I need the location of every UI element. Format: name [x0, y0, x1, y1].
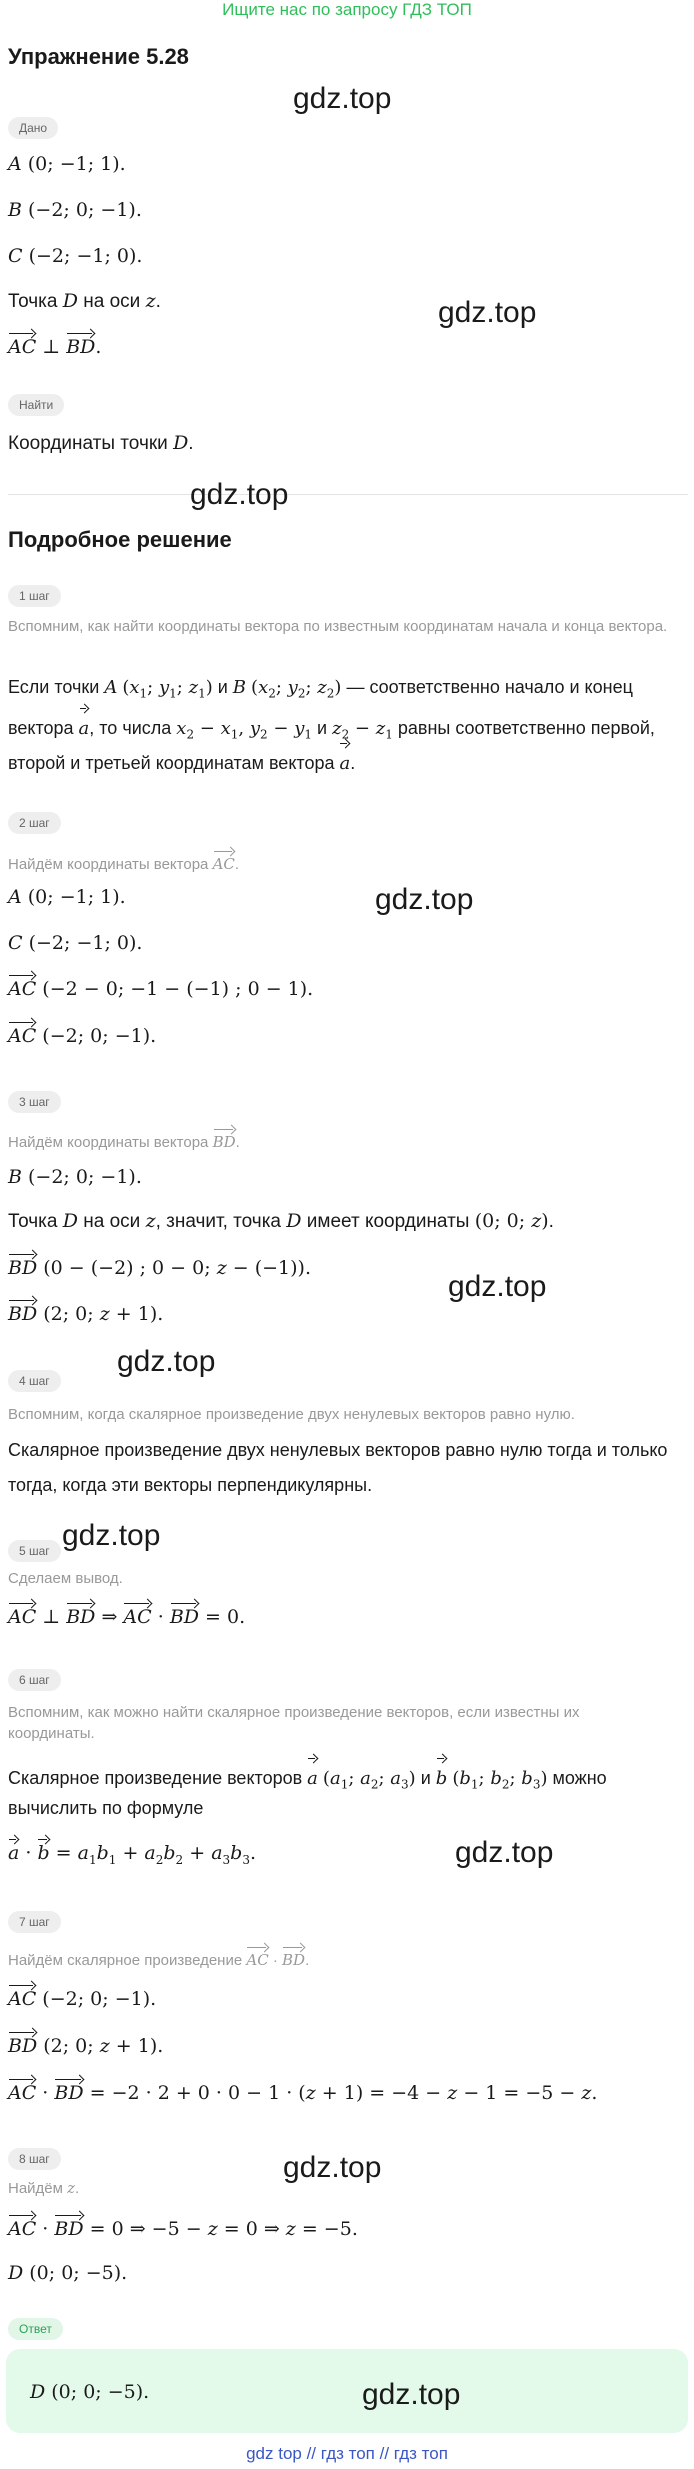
- given-perpendicular: AC ⊥ BD.: [8, 330, 101, 358]
- step-1-note: Вспомним, как найти координаты вектора по известным координатам начала и конца вектора.: [8, 618, 668, 635]
- step-2-point-c: C (−2; −1; 0).: [8, 932, 143, 954]
- step-7-vector-bd: BD (2; 0; z + 1).: [8, 2029, 163, 2057]
- watermark: gdz.top: [375, 883, 474, 916]
- step-6-formula: $a \cdot b = a_1b_1 + a_2b_2 + a_3b_3$.: [8, 1836, 256, 1867]
- step-7-label: 7 шаг: [8, 1911, 61, 1933]
- step-6-line-1: Скалярное произведение векторов a ($a_1$; $a_2$; $a_3$) и b ($b_1$; $b_2$; $b_3$) можно: [8, 1755, 607, 1803]
- step-8-equation: AC · BD = 0 ⇒ −5 − z = 0 ⇒ z = −5.: [8, 2212, 358, 2240]
- step-2-point-a: A (0; −1; 1).: [8, 886, 126, 908]
- step-6-label: 6 шаг: [8, 1669, 61, 1691]
- step-5-conclusion: AC ⊥ BD ⇒ AC · BD = 0.: [8, 1600, 245, 1628]
- step-4-line-2: тогда, когда эти векторы перпендикулярны.: [8, 1475, 373, 1495]
- watermark: gdz.top: [190, 478, 289, 511]
- step-2-note: Найдём координаты вектора AC.: [8, 848, 239, 875]
- step-3-note: Найдём координаты вектора BD.: [8, 1126, 240, 1153]
- find-text: Координаты точки D.: [8, 432, 194, 454]
- footer-links[interactable]: gdz top // гдз топ // гдз топ: [246, 2444, 448, 2463]
- find-label: Найти: [8, 394, 64, 416]
- given-point-a: A (0; −1; 1).: [8, 153, 126, 175]
- divider: [8, 494, 688, 495]
- step-2-label: 2 шаг: [8, 812, 61, 834]
- step-2-vector-result: AC (−2; 0; −1).: [8, 1019, 156, 1047]
- step-7-vector-ac: AC (−2; 0; −1).: [8, 1982, 156, 2010]
- given-point-b: B (−2; 0; −1).: [8, 199, 142, 221]
- step-3-label: 3 шаг: [8, 1091, 61, 1113]
- watermark: gdz.top: [117, 1345, 216, 1378]
- watermark: gdz.top: [293, 82, 392, 115]
- answer-label: Ответ: [8, 2318, 63, 2340]
- watermark: gdz.top: [362, 2378, 461, 2411]
- watermark: gdz.top: [455, 1836, 554, 1869]
- step-5-label: 5 шаг: [8, 1540, 61, 1562]
- watermark: gdz.top: [283, 2151, 382, 2184]
- step-5-note: Сделаем вывод.: [8, 1570, 123, 1587]
- given-point-d: Точка D на оси z.: [8, 290, 161, 312]
- watermark: gdz.top: [62, 1519, 161, 1552]
- step-4-line-1: Скалярное произведение двух ненулевых векторов равно нулю тогда и только: [8, 1440, 668, 1460]
- watermark: gdz.top: [448, 1270, 547, 1303]
- step-3-vector-calc: BD (0 − (−2) ; 0 − 0; z − (−1)).: [8, 1251, 311, 1279]
- step-4-label: 4 шаг: [8, 1370, 61, 1392]
- step-1-label: 1 шаг: [8, 585, 61, 607]
- step-2-vector-calc: AC (−2 − 0; −1 − (−1) ; 0 − 1).: [8, 972, 313, 1000]
- step-3-point-d: Точка D на оси z, значит, точка D имеет координаты (0; 0; z).: [8, 1210, 554, 1232]
- step-3-vector-result: BD (2; 0; z + 1).: [8, 1297, 163, 1325]
- step-7-note: Найдём скалярное произведение AC · BD.: [8, 1944, 309, 1971]
- step-1-line-3: второй и третьей координатам вектора a.: [8, 740, 355, 781]
- answer-value: D (0; 0; −5).: [30, 2381, 150, 2403]
- top-search-link[interactable]: Ищите нас по запросу ГДЗ ТОП: [222, 0, 472, 19]
- step-8-result: D (0; 0; −5).: [8, 2262, 128, 2284]
- step-8-label: 8 шаг: [8, 2148, 61, 2170]
- given-label: Дано: [8, 117, 58, 139]
- watermark: gdz.top: [438, 296, 537, 329]
- step-3-point-b: B (−2; 0; −1).: [8, 1166, 142, 1188]
- step-6-line-2: вычислить по формуле: [8, 1798, 204, 1818]
- step-6-note: Вспомним, как можно найти скалярное произведение векторов, если известны их координаты.: [8, 1704, 580, 1742]
- solution-title: Подробное решение: [8, 527, 232, 552]
- step-1-line-2: вектора a, то числа $x_2 - x_1$, $y_2 - y_1$ и $z_2 - z_1$ равны соответственно первой,: [8, 705, 655, 753]
- step-1-line-1: Если точки A ($x_1$; $y_1$; $z_1$) и B ($x_2$; $y_2$; $z_2$) — соответственно начало и конец: [8, 677, 633, 701]
- step-7-dot-product: AC · BD = −2 · 2 + 0 · 0 − 1 · (z + 1) = −4 − z − 1 = −5 − z.: [8, 2076, 597, 2104]
- exercise-title: Упражнение 5.28: [8, 44, 189, 69]
- step-4-note: Вспомним, когда скалярное произведение двух ненулевых векторов равно нулю.: [8, 1406, 575, 1423]
- step-8-note: Найдём z.: [8, 2179, 80, 2197]
- given-point-c: C (−2; −1; 0).: [8, 245, 143, 267]
